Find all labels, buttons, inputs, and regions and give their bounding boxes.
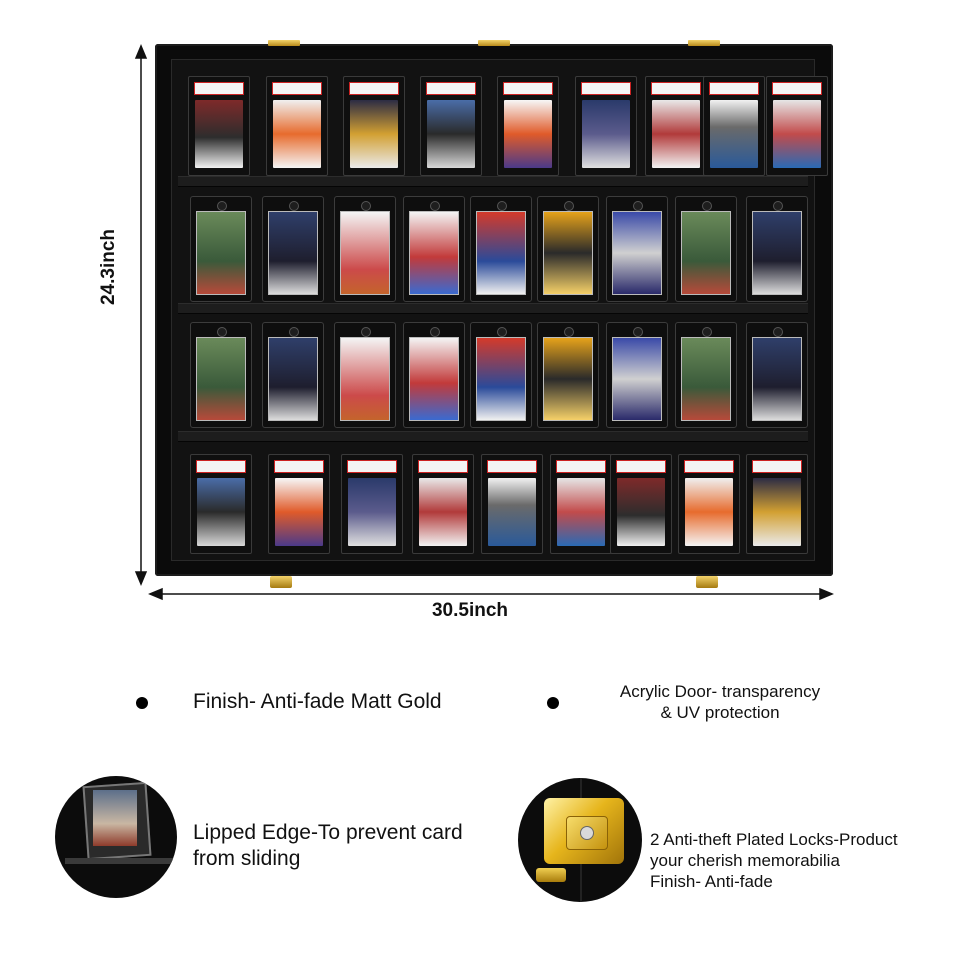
feature-acrylic-line-1: Acrylic Door- transparency xyxy=(619,682,821,701)
bullet-dot xyxy=(547,697,559,709)
lipped-edge-photo xyxy=(55,776,177,898)
feature-locks-line-1: 2 Anti-theft Plated Locks-Product xyxy=(650,830,898,849)
feature-acrylic-door xyxy=(590,681,850,723)
feature-locks-line-3: Finish- Anti-fade xyxy=(650,872,773,891)
feature-locks-line-2: your cherish memorabilia xyxy=(650,851,840,870)
height-dimension-label: 24.3inch xyxy=(98,228,119,306)
feature-finish: Finish- Anti-fade Matt Gold xyxy=(193,690,442,713)
feature-acrylic-line-2: & UV protection xyxy=(660,703,780,722)
bullet-dot xyxy=(136,697,148,709)
feature-lipped-line-2: from sliding xyxy=(193,847,301,870)
width-dimension-label: 30.5inch xyxy=(431,600,509,621)
feature-lipped-line-1: Lipped Edge-To prevent card xyxy=(193,821,463,844)
feature-locks xyxy=(650,829,898,892)
feature-lipped-edge xyxy=(193,820,463,872)
lock-photo xyxy=(518,778,642,902)
